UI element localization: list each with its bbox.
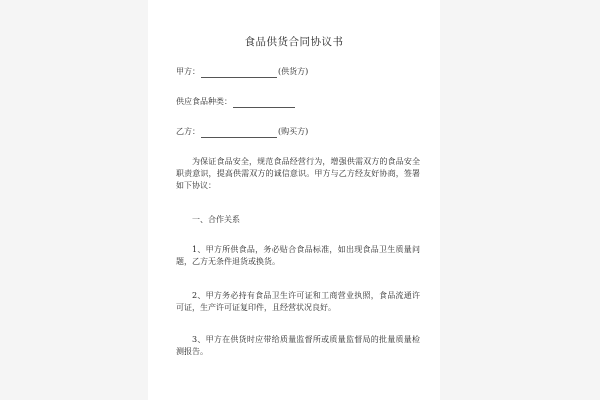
party-b-blank [201, 128, 277, 138]
party-b-field [176, 126, 308, 138]
party-a-blank [201, 68, 277, 78]
clause-3: 3、甲方在供货时应带给质量监督所或质量监督局的批量质量检测报告。 [176, 335, 420, 356]
party-a-suffix: (供货方) [278, 67, 309, 76]
clause-1: 1、甲方所供食品，务必贴合食品标准，如出现食品卫生质量问题，乙方无条件退货或换货。 [176, 245, 420, 266]
party-a-label: 甲方： [176, 67, 200, 76]
intro-paragraph: 为保证食品安全，规范食品经营行为，增强供需双方的食品安全职责意识，提高供需双方的诚信意识。甲方与乙方经友好协商，签署如下协议： [176, 157, 420, 190]
document-title: 食品供货合同协议书 [244, 36, 344, 48]
food-type-field [176, 96, 296, 108]
food-type-label: 供应食品种类： [176, 97, 232, 106]
party-b-label: 乙方： [176, 127, 200, 136]
party-b-suffix: (购买方) [278, 127, 309, 136]
section-heading: 一、合作关系 [192, 215, 240, 224]
document-page [148, 0, 440, 400]
party-a-field [176, 66, 308, 78]
clause-2: 2、甲方务必持有食品卫生许可证和工商营业执照，食品流通许可证，生产许可证复印件，且经营状况良好。 [176, 291, 420, 312]
food-type-blank [233, 98, 295, 108]
